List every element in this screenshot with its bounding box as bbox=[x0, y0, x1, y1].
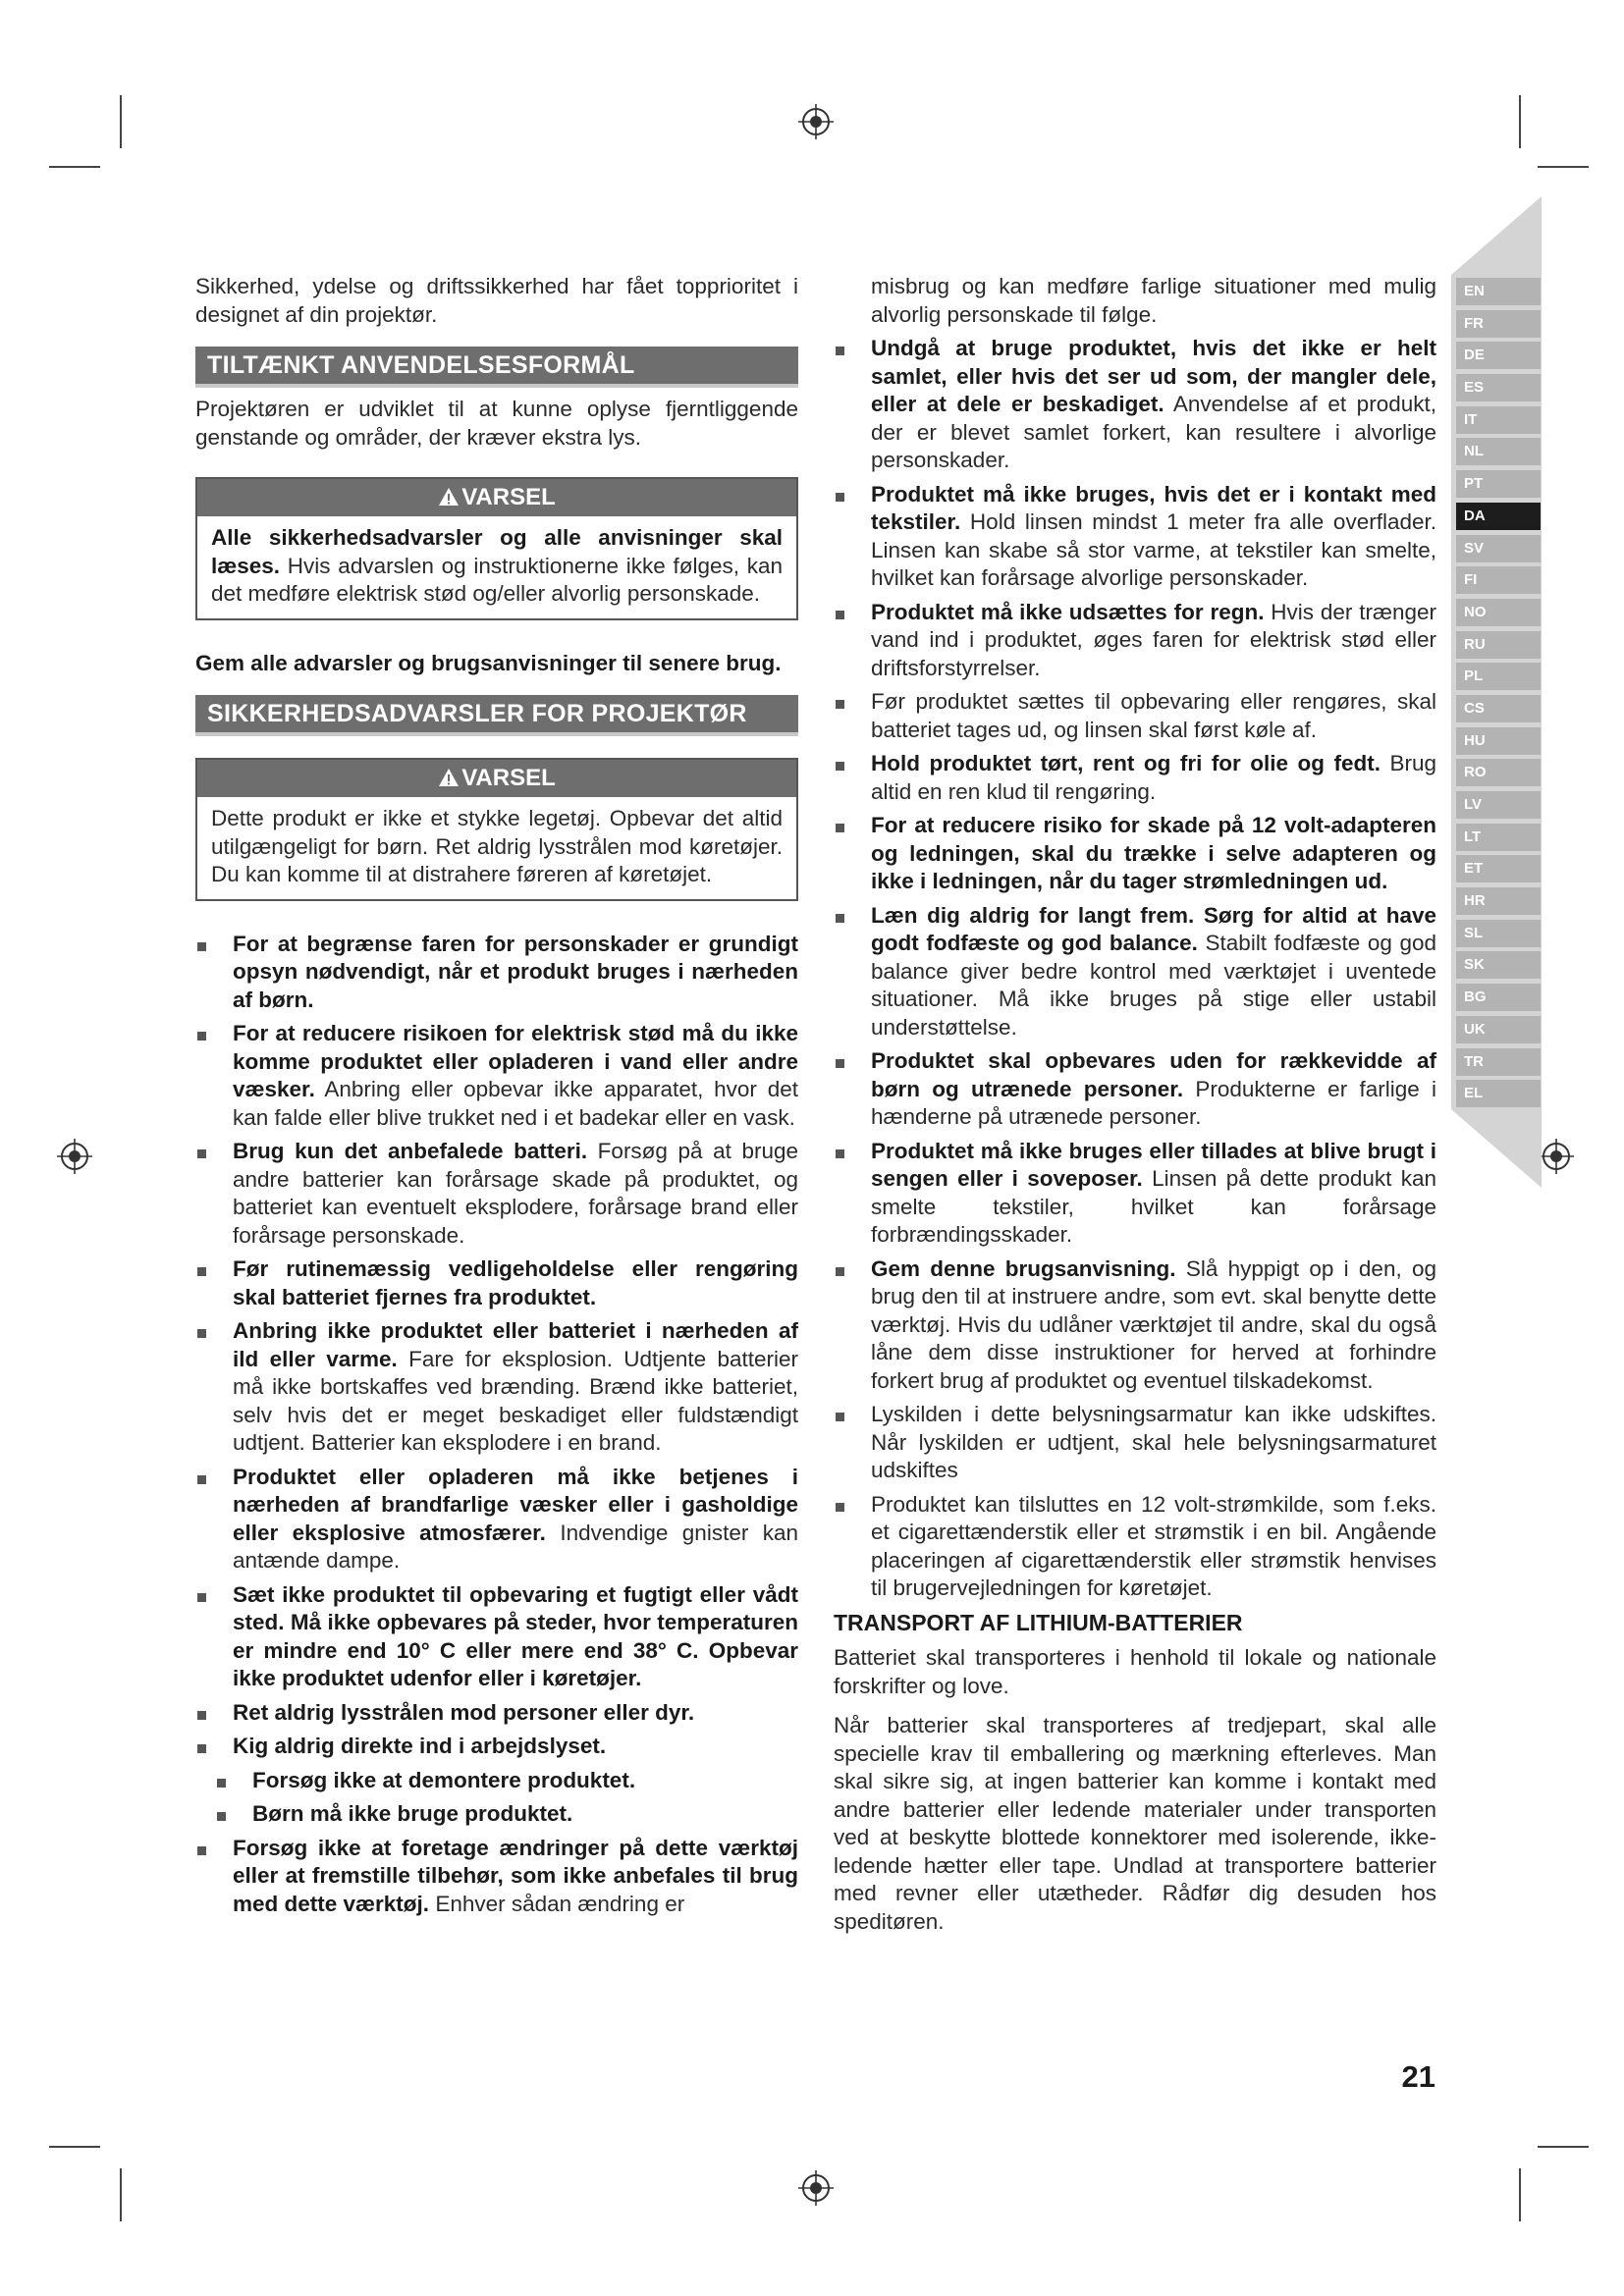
list-item bbox=[834, 688, 1436, 744]
list-item-text: Fare for eksplosion. Udtjente batterier må ikke bortskaffes ved brænding. Brænd ikke batteriet, selv hvis det er meget beskadiget eller fuldstændigt udtjent. Batterier kan eksplodere i en brand. bbox=[233, 1346, 798, 1455]
list-item bbox=[834, 599, 1436, 683]
list-item-bold: Produktet må ikke udsættes for regn. bbox=[871, 599, 1265, 624]
list-item-text: Lyskilden i dette belysningsarmatur kan ikke udskiftes. Når lyskilden er udtjent, skal hele belysningsarmaturet udskiftes bbox=[871, 1402, 1436, 1482]
language-tab-lv: LV bbox=[1456, 791, 1541, 819]
list-item bbox=[195, 1581, 798, 1693]
language-tab-tr: TR bbox=[1456, 1048, 1541, 1076]
warning-box-2-title: VARSEL bbox=[461, 765, 556, 791]
list-item-bold: Læn dig aldrig for langt frem. Sørg for altid at have godt fodfæste og god balance. bbox=[871, 902, 1436, 955]
transport-paragraph-1: Batteriet skal transporteres i henhold til lokale og nationale forskrifter og love. bbox=[834, 1645, 1436, 1698]
language-tab-sv: SV bbox=[1456, 535, 1541, 562]
list-item bbox=[834, 812, 1436, 896]
right-safety-list-items bbox=[834, 335, 1436, 1603]
warning-box-2-header bbox=[197, 760, 796, 797]
warning-box-1 bbox=[195, 477, 798, 620]
language-tab-nl: NL bbox=[1456, 438, 1541, 465]
list-item-bold: Produktet må ikke bruges, hvis det er i kontakt med tekstiler. bbox=[871, 481, 1436, 534]
language-tab-hr: HR bbox=[1456, 887, 1541, 915]
language-tab-no: NO bbox=[1456, 599, 1541, 626]
section-title-safety-warnings: SIKKERHEDSADVARSLER FOR PROJEKTØR bbox=[195, 695, 798, 736]
language-tab-pt: PT bbox=[1456, 470, 1541, 498]
crop-mark-bl-horizontal bbox=[49, 2146, 100, 2148]
language-tab-cs: CS bbox=[1456, 695, 1541, 722]
list-item-bold: Børn må ikke bruge produktet. bbox=[252, 1801, 573, 1826]
list-item-bold: Anbring ikke produktet eller batteriet i nærheden af ild eller varme. bbox=[233, 1318, 798, 1371]
crop-mark-br-vertical bbox=[1519, 2168, 1521, 2221]
language-tab-lt: LT bbox=[1456, 824, 1541, 851]
list-item bbox=[834, 481, 1436, 593]
list-item-bold: Ret aldrig lysstrålen mod personer eller dyr. bbox=[233, 1699, 695, 1725]
list-item bbox=[195, 1733, 798, 1761]
list-item-bold: Brug kun det anbefalede batteri. bbox=[233, 1139, 588, 1163]
intro-text: Sikkerhed, ydelse og driftssikkerhed har fået topprioritet i designet af din projektør. bbox=[195, 274, 798, 327]
language-tab-sk: SK bbox=[1456, 951, 1541, 979]
transport-paragraph-2: Når batterier skal transporteres af tredjepart, skal alle specielle krav til emballering og mærkning efterleves. Man skal sikre sig, at ingen batterier kan komme i kontakt med andre batterier eller ledende materialer under transporten ved at beskytte blottede konnektorer med isolerende, ikke-ledende hætter eller tape. Undlad at transportere batterier med revner eller utætheder. Rådfør dig desuden hos speditøren. bbox=[834, 1713, 1436, 1934]
list-item bbox=[195, 1138, 798, 1250]
language-tab-hu: HU bbox=[1456, 727, 1541, 755]
list-item bbox=[195, 931, 798, 1015]
registration-mark-right-icon bbox=[1537, 1137, 1576, 1176]
language-tab-ro: RO bbox=[1456, 759, 1541, 786]
list-item bbox=[834, 1491, 1436, 1603]
list-item-text: Forsøg på at bruge andre batterier kan forårsage skade på produktet, og batteriet kan eventuelt eksplodere, forårsage brand eller forårsage personskade. bbox=[233, 1139, 798, 1248]
crop-mark-br-horizontal bbox=[1538, 2146, 1589, 2148]
language-tab-el: EL bbox=[1456, 1080, 1541, 1107]
right-safety-list bbox=[834, 273, 1436, 329]
list-item-text: Hold linsen mindst 1 meter fra alle overflader. Linsen kan skabe så stor varme, at tekstiler kan smelte, hvilket kan forårsage alvorlige personskader. bbox=[871, 509, 1436, 590]
list-item-text: Stabilt fodfæste og god balance giver bedre kontrol med værktøjet i uventede situationer. Må ikke bruges på stige eller ustabil understøttelse. bbox=[871, 931, 1436, 1040]
list-item-bold: For at begrænse faren for personskader er grundigt opsyn nødvendigt, når et produkt bruges i nærheden af børn. bbox=[233, 931, 798, 1012]
warning-box-1-title: VARSEL bbox=[461, 484, 556, 510]
right-column bbox=[834, 273, 1436, 1948]
intended-use-text: Projektøren er udviklet til at kunne oplyse fjerntliggende genstande og områder, der kræver ekstra lys. bbox=[195, 397, 798, 450]
list-item-bold: Sæt ikke produktet til opbevaring et fugtigt eller vådt sted. Må ikke opbevares på steder, hvor temperaturen er mindre end 10° C eller mere end 38° C. Opbevar ikke produktet udenfor eller i køretøjer. bbox=[233, 1581, 798, 1690]
list-item-text: Indvendige gnister kan antænde dampe. bbox=[233, 1520, 798, 1573]
list-item-bold: Produktet skal opbevares uden for rækkevidde af børn og utrænede personer. bbox=[871, 1048, 1436, 1101]
list-item-bold: Gem denne brugsanvisning. bbox=[871, 1255, 1176, 1281]
list-item bbox=[195, 1835, 798, 1919]
registration-mark-left-icon bbox=[55, 1137, 94, 1176]
list-item bbox=[834, 750, 1436, 806]
language-tab-uk: UK bbox=[1456, 1016, 1541, 1043]
crop-mark-tr-horizontal bbox=[1538, 166, 1589, 168]
list-item-text: Hvis der trænger vand ind i produktet, øges faren for elektrisk stød eller driftsforstyrrelser. bbox=[871, 599, 1436, 680]
list-item-bold: Hold produktet tørt, rent og fri for olie og fedt. bbox=[871, 751, 1380, 775]
list-item-bold: Før rutinemæssig vedligeholdelse eller rengøring skal batteriet fjernes fra produktet. bbox=[233, 1256, 798, 1309]
list-item bbox=[195, 1767, 798, 1795]
list-item bbox=[195, 1464, 798, 1575]
list-item-continuation: misbrug og kan medføre farlige situationer med mulig alvorlig personskade til følge. bbox=[871, 274, 1436, 327]
list-item-text: Anvendelse af et produkt, der er blevet samlet forkert, kan resultere i alvorlige personskader. bbox=[871, 392, 1436, 472]
left-column bbox=[195, 273, 798, 1924]
list-item bbox=[834, 1255, 1436, 1396]
language-tab-es: ES bbox=[1456, 374, 1541, 401]
list-item bbox=[834, 1401, 1436, 1485]
language-tab-it: IT bbox=[1456, 406, 1541, 434]
crop-mark-bl-vertical bbox=[120, 2168, 122, 2221]
warning-box-1-text: Hvis advarslen og instruktionerne ikke følges, kan det medføre elektrisk stød og/eller alvorlig personskade. bbox=[211, 553, 783, 606]
language-tab-en: EN bbox=[1456, 278, 1541, 305]
list-item-bold: Produktet eller opladeren må ikke betjenes i nærheden af brandfarlige væsker eller i gasholdige eller eksplosive atmosfærer. bbox=[233, 1464, 798, 1545]
section-title-intended-use: TILTÆNKT ANVENDELSESFORMÅL bbox=[195, 347, 798, 388]
list-item-text: Brug altid en ren klud til rengøring. bbox=[871, 751, 1436, 804]
warning-triangle-icon bbox=[438, 768, 460, 787]
warning-box-1-bold: Alle sikkerhedsadvarsler og alle anvisninger skal læses. bbox=[211, 525, 783, 578]
list-item-bold: Produktet må ikke bruges eller tillades at blive brugt i sengen eller i soveposer. bbox=[871, 1138, 1436, 1191]
list-item-bold: Undgå at bruge produktet, hvis det ikke er helt samlet, eller hvis det ser ud som, der mangler dele, eller at dele er beskadiget. bbox=[871, 336, 1436, 416]
language-tab-fi: FI bbox=[1456, 566, 1541, 594]
list-item-text: Produkterne er farlige i hænderne på utrænede personer. bbox=[871, 1076, 1436, 1129]
transport-heading: TRANSPORT AF LITHIUM-BATTERIER bbox=[834, 1609, 1243, 1635]
page-number: 21 bbox=[1401, 2059, 1435, 2094]
language-tab-ru: RU bbox=[1456, 631, 1541, 659]
language-tabs bbox=[1456, 278, 1541, 1112]
language-tab-sl: SL bbox=[1456, 920, 1541, 947]
list-item bbox=[195, 1317, 798, 1458]
list-item-text: Produktet kan tilsluttes en 12 volt-strømkilde, som f.eks. et cigarettænderstik eller et strømstik i en bil. Angående placeringen af cigarettænderstik eller strømstik henvises til brugervejledningen for køretøjet. bbox=[871, 1491, 1436, 1600]
registration-mark-bottom-icon bbox=[796, 2168, 836, 2208]
list-item bbox=[834, 1138, 1436, 1250]
crop-mark-tl-horizontal bbox=[49, 166, 100, 168]
list-item-text: Før produktet sættes til opbevaring eller rengøres, skal batteriet tages ud, og linsen skal først køle af. bbox=[871, 689, 1436, 742]
list-item bbox=[834, 902, 1436, 1042]
list-item-text: Enhver sådan ændring er bbox=[429, 1891, 685, 1916]
warning-box-1-body bbox=[197, 516, 796, 618]
left-safety-list bbox=[195, 931, 798, 1919]
list-item-text: Linsen på dette produkt kan smelte tekstiler, hvilket kan forårsage forbrændingsskader. bbox=[871, 1166, 1436, 1247]
list-item bbox=[834, 1047, 1436, 1132]
list-item bbox=[834, 335, 1436, 475]
crop-mark-tl-vertical bbox=[120, 95, 122, 148]
language-tab-fr: FR bbox=[1456, 310, 1541, 338]
warning-box-1-header bbox=[197, 479, 796, 516]
list-item-bold: Kig aldrig direkte ind i arbejdslyset. bbox=[233, 1734, 607, 1758]
list-item bbox=[195, 1020, 798, 1132]
language-tab-et: ET bbox=[1456, 855, 1541, 882]
list-item bbox=[195, 1699, 798, 1728]
warning-box-2 bbox=[195, 758, 798, 901]
warning-triangle-icon bbox=[438, 487, 460, 507]
list-item-bold: For at reducere risikoen for elektrisk stød må du ikke komme produktet eller opladeren i vand eller andre væsker. bbox=[233, 1021, 798, 1101]
crop-mark-tr-vertical bbox=[1519, 95, 1521, 148]
language-tab-pl: PL bbox=[1456, 663, 1541, 690]
warning-box-2-body: Dette produkt er ikke et stykke legetøj. Opbevar det altid utilgængeligt for børn. Ret aldrig lysstrålen mod køretøjer. Du kan komme til at distrahere føreren af køretøjet. bbox=[211, 806, 783, 886]
list-item-text: Anbring eller opbevar ikke apparatet, hvor det kan falde eller blive trukket ned i et badekar eller en vask. bbox=[233, 1077, 798, 1130]
registration-mark-top-icon bbox=[796, 102, 836, 141]
list-item-bold: Forsøg ikke at foretage ændringer på dette værktøj eller at fremstille tilbehør, som ikke anbefales til brug med dette værktøj. bbox=[233, 1835, 798, 1916]
list-item bbox=[195, 1800, 798, 1829]
list-item-bold: For at reducere risiko for skade på 12 volt-adapteren og ledningen, skal du trække i selve adapteren og ikke i ledningen, når du tager strømledningen ud. bbox=[871, 813, 1436, 893]
keep-warnings-note: Gem alle advarsler og brugsanvisninger til senere brug. bbox=[195, 650, 782, 675]
language-tab-bg: BG bbox=[1456, 984, 1541, 1011]
list-item-text: Slå hyppigt op i den, og brug den til at instruere andre, som evt. skal benytte dette værktøj. Hvis du udlåner værktøjet til andre, skal du også låne dem disse instruktioner for herved at forhindre forkert brug af produktet og eventuel tilskadekomst. bbox=[871, 1255, 1436, 1393]
language-tab-da: DA bbox=[1456, 503, 1541, 530]
language-tab-de: DE bbox=[1456, 342, 1541, 369]
list-item bbox=[195, 1255, 798, 1311]
list-item-bold: Forsøg ikke at demontere produktet. bbox=[252, 1767, 636, 1792]
